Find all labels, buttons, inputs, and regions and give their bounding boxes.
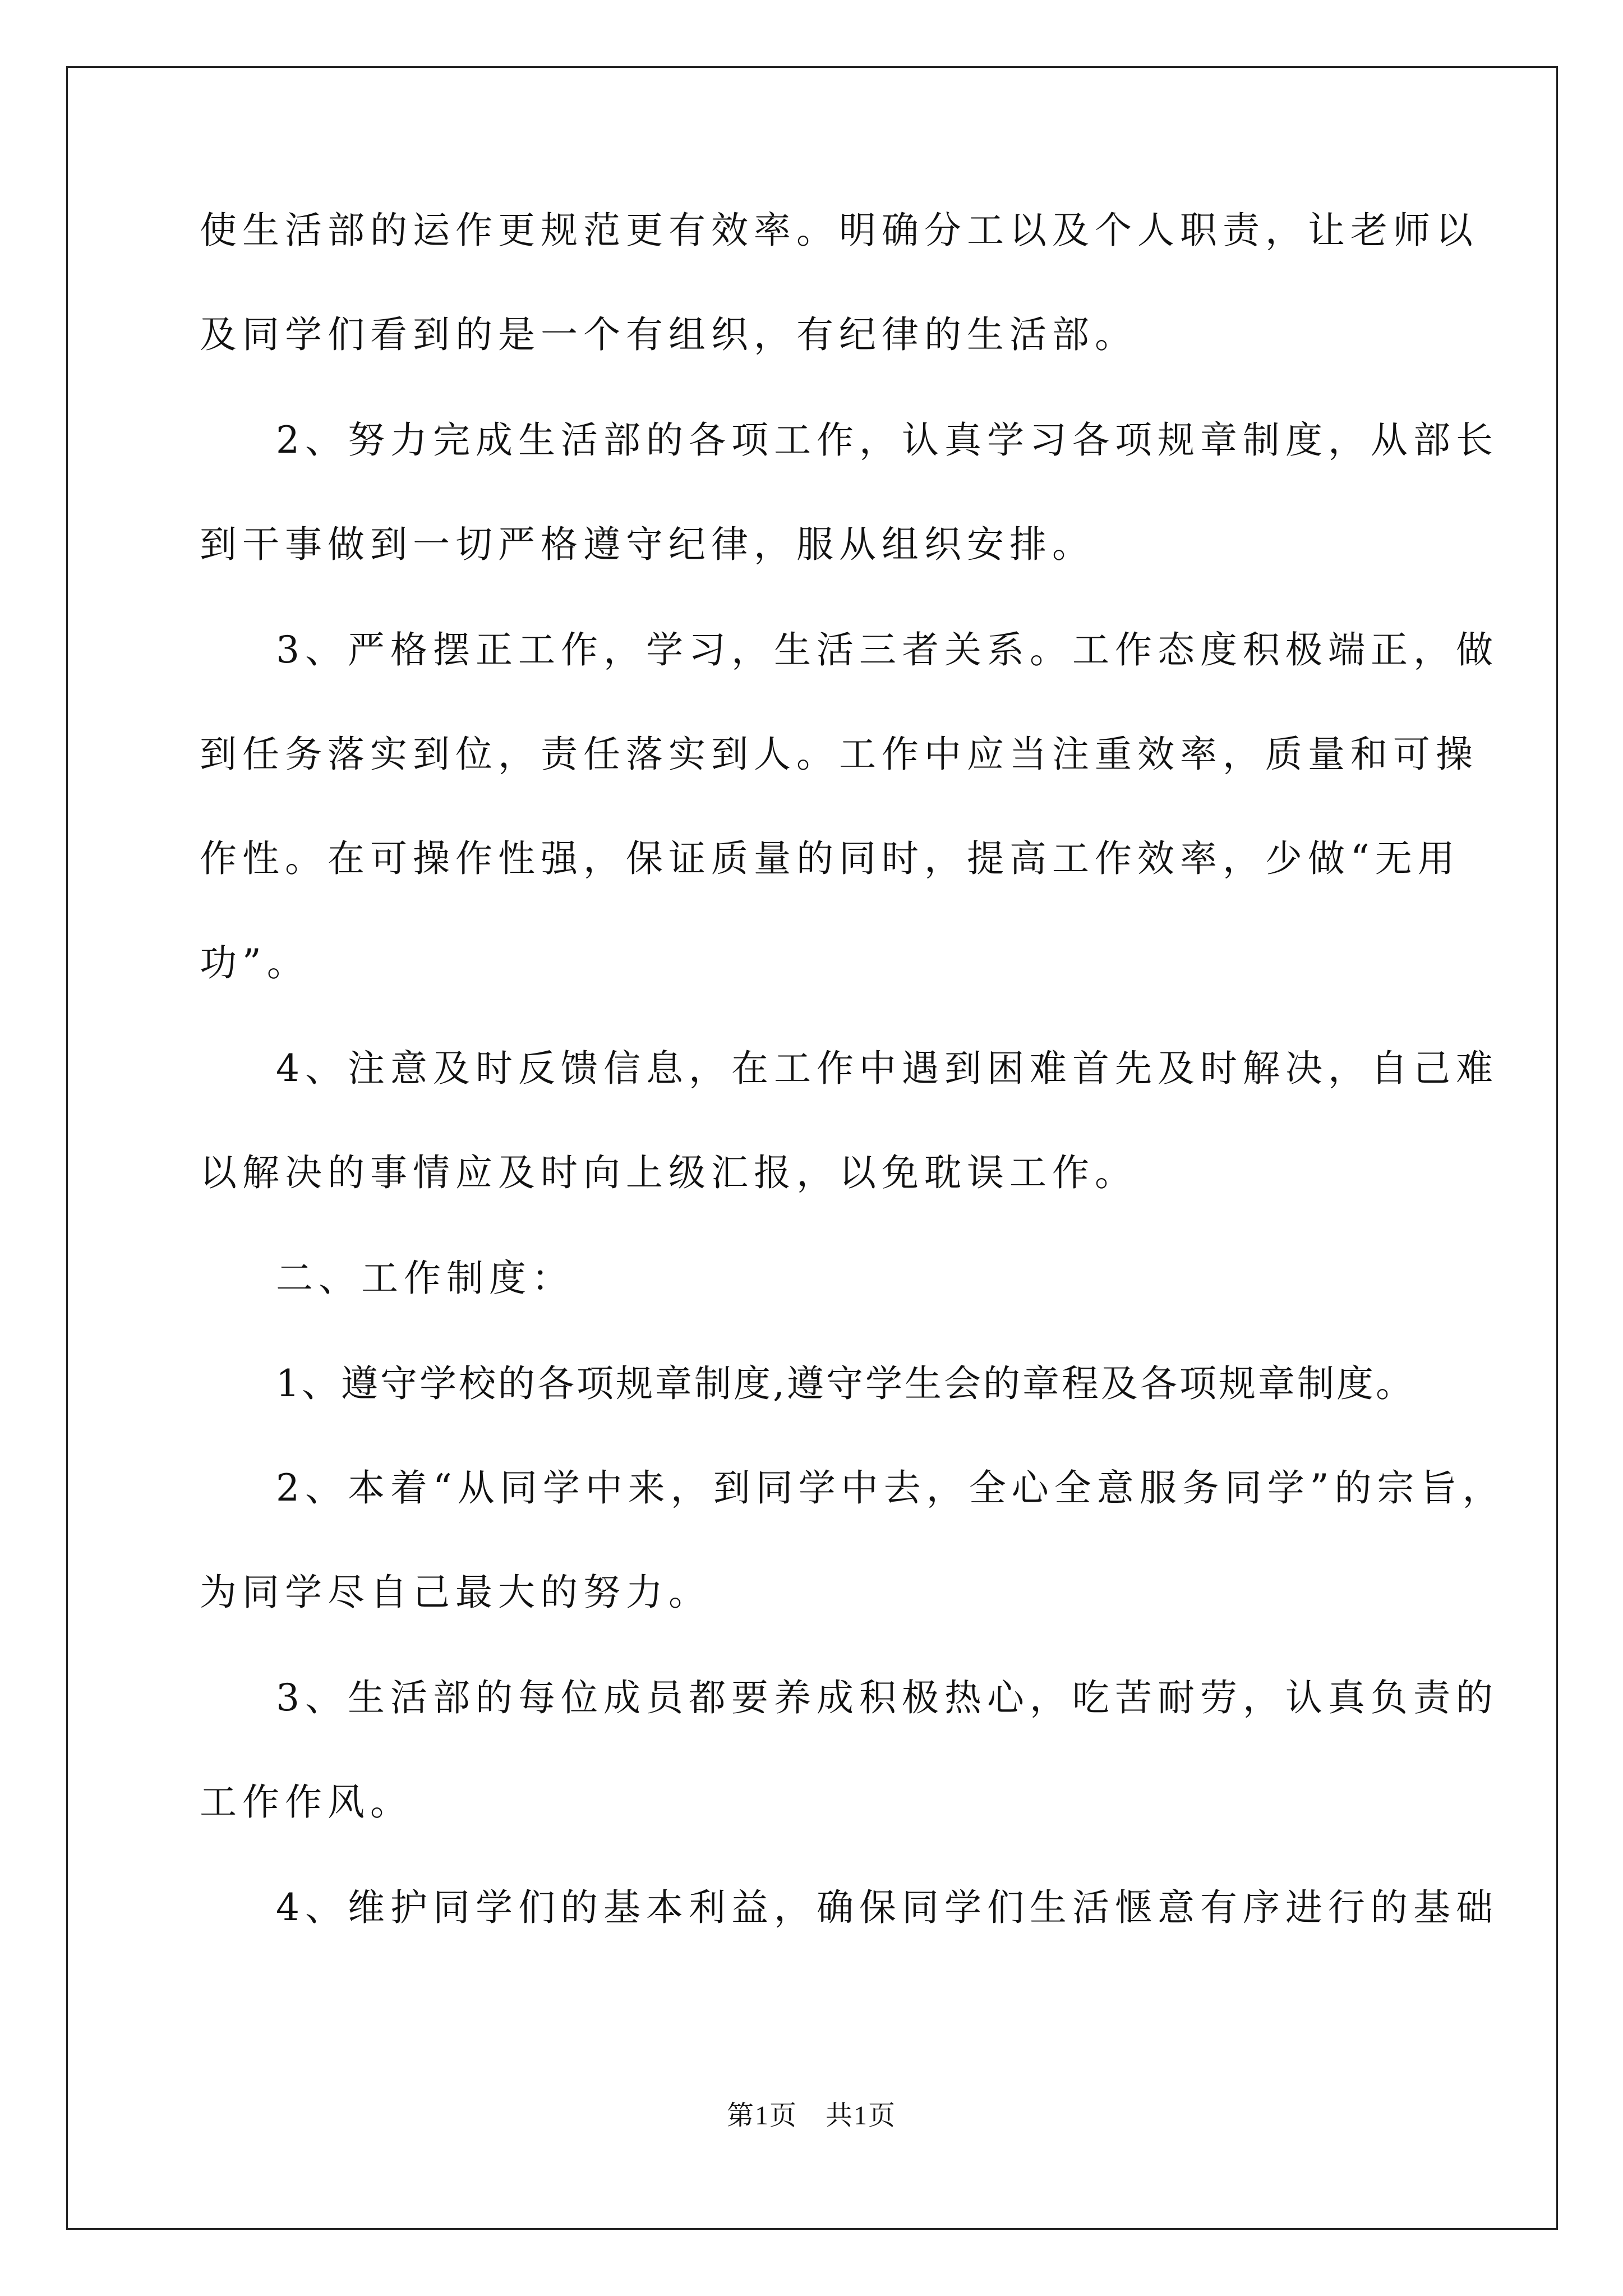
text-line: 1、遵守学校的各项规章制度,遵守学生会的章程及各项规章制度。 — [276, 1362, 1415, 1405]
text-line: 2、本着“从同学中来，到同学中去，全心全意服务同学”的宗旨， — [276, 1466, 1505, 1510]
text-line: 到任务落实到位，责任落实到人。工作中应当注重效率，质量和可操 — [200, 733, 1478, 776]
text-line: 作性。在可操作性强，保证质量的同时，提高工作效率，少做“无用 — [200, 837, 1460, 880]
text-line: 4、维护同学们的基本利益，确保同学们生活惬意有序进行的基础 — [276, 1886, 1498, 1929]
text-line: 使生活部的运作更规范更有效率。明确分工以及个人职责，让老师以 — [200, 209, 1478, 252]
text-line: 2、努力完成生活部的各项工作，认真学习各项规章制度，从部长 — [276, 418, 1498, 462]
text-line: 为同学尽自己最大的努力。 — [200, 1571, 711, 1614]
text-line: 功”。 — [200, 941, 310, 984]
text-line: 3、严格摆正工作，学习，生活三者关系。工作态度积极端正，做 — [276, 628, 1498, 671]
section-heading: 二、工作制度： — [276, 1257, 574, 1300]
text-line: 及同学们看到的是一个有组织，有纪律的生活部。 — [200, 313, 1137, 356]
text-line: 到干事做到一切严格遵守纪律，服从组织安排。 — [200, 523, 1095, 566]
text-line: 以解决的事情应及时向上级汇报，以免耽误工作。 — [200, 1151, 1137, 1194]
page-footer: 第1页 共1页 — [726, 2101, 896, 2131]
text-line: 3、生活部的每位成员都要养成积极热心，吃苦耐劳，认真负责的 — [276, 1676, 1498, 1719]
text-line: 4、注意及时反馈信息，在工作中遇到困难首先及时解决，自己难 — [276, 1047, 1498, 1090]
text-line: 工作作风。 — [200, 1780, 413, 1824]
